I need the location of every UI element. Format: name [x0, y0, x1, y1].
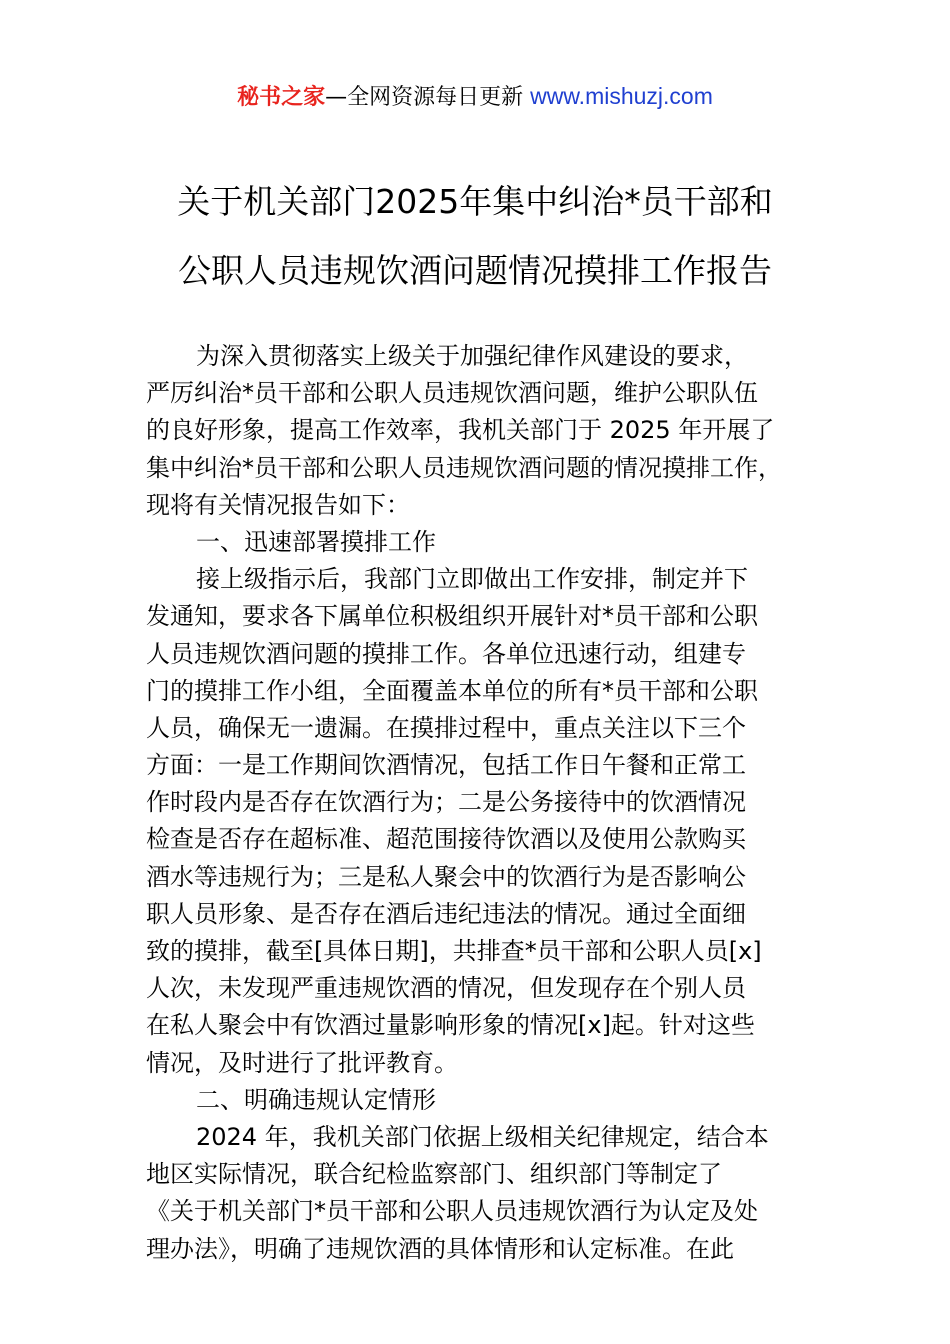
paragraph-line: 理办法》，明确了违规饮酒的具体情形和认定标准。在此 — [146, 1234, 734, 1263]
section-heading-2: 二、明确违规认定情形 — [196, 1085, 436, 1114]
paragraph-line: 严厉纠治*员干部和公职人员违规饮酒问题，维护公职队伍 — [146, 379, 758, 408]
site-header — [0, 80, 950, 114]
paragraph-line: 门的摸排工作小组，全面覆盖本单位的所有*员干部和公职 — [146, 676, 758, 705]
paragraph-line: 职人员形象、是否存在酒后违纪违法的情况。通过全面细 — [146, 899, 746, 928]
paragraph-line: 方面：一是工作期间饮酒情况，包括工作日午餐和正常工 — [146, 751, 746, 780]
paragraph-line: 接上级指示后，我部门立即做出工作安排，制定并下 — [196, 565, 748, 594]
paragraph-line: 作时段内是否存在饮酒行为；二是公务接待中的饮酒情况 — [146, 788, 746, 817]
paragraph-line: 情况，及时进行了批评教育。 — [146, 1048, 458, 1077]
section-heading-1: 一、迅速部署摸排工作 — [196, 527, 436, 556]
document-body — [146, 338, 826, 1268]
paragraph-line: 为深入贯彻落实上级关于加强纪律作风建设的要求， — [196, 342, 748, 370]
document-title-line-1: 关于机关部门2025年集中纠治*员干部和 — [177, 182, 773, 221]
paragraph-line: 人员，确保无一遗漏。在摸排过程中，重点关注以下三个 — [146, 713, 746, 742]
paragraph-line: 2024 年，我机关部门依据上级相关纪律规定，结合本 — [196, 1122, 769, 1151]
document-title-line-2: 公职人员违规饮酒问题情况摸排工作报告 — [178, 251, 772, 290]
site-url-link[interactable]: www.mishuzj.com — [530, 83, 713, 109]
paragraph-line: 人次，未发现严重违规饮酒的情况，但发现存在个别人员 — [146, 974, 746, 1003]
paragraph-line: 地区实际情况，联合纪检监察部门、组织部门等制定了 — [146, 1160, 722, 1189]
paragraph-line: 的良好形象，提高工作效率，我机关部门于 2025 年开展了 — [146, 416, 775, 445]
paragraph-line: 现将有关情况报告如下： — [146, 490, 410, 519]
paragraph-line: 《关于机关部门*员干部和公职人员违规饮酒行为认定及处 — [146, 1197, 758, 1226]
paragraph-line: 集中纠治*员干部和公职人员违规饮酒问题的情况摸排工作， — [146, 453, 782, 482]
paragraph-line: 检查是否存在超标准、超范围接待饮酒以及使用公款购买 — [146, 825, 746, 854]
paragraph-line: 致的摸排，截至[具体日期]，共排查*员干部和公职人员[x] — [146, 937, 762, 965]
paragraph-line: 人员违规饮酒问题的摸排工作。各单位迅速行动，组建专 — [146, 639, 746, 668]
paragraph-line: 酒水等违规行为；三是私人聚会中的饮酒行为是否影响公 — [146, 862, 746, 891]
site-tagline: —全网资源每日更新 — [325, 85, 531, 110]
site-name: 秘书之家 — [237, 85, 326, 110]
paragraph-line: 在私人聚会中有饮酒过量影响形象的情况[x]起。针对这些 — [146, 1011, 755, 1040]
paragraph-line: 发通知，要求各下属单位积极组织开展针对*员干部和公职 — [146, 602, 758, 631]
